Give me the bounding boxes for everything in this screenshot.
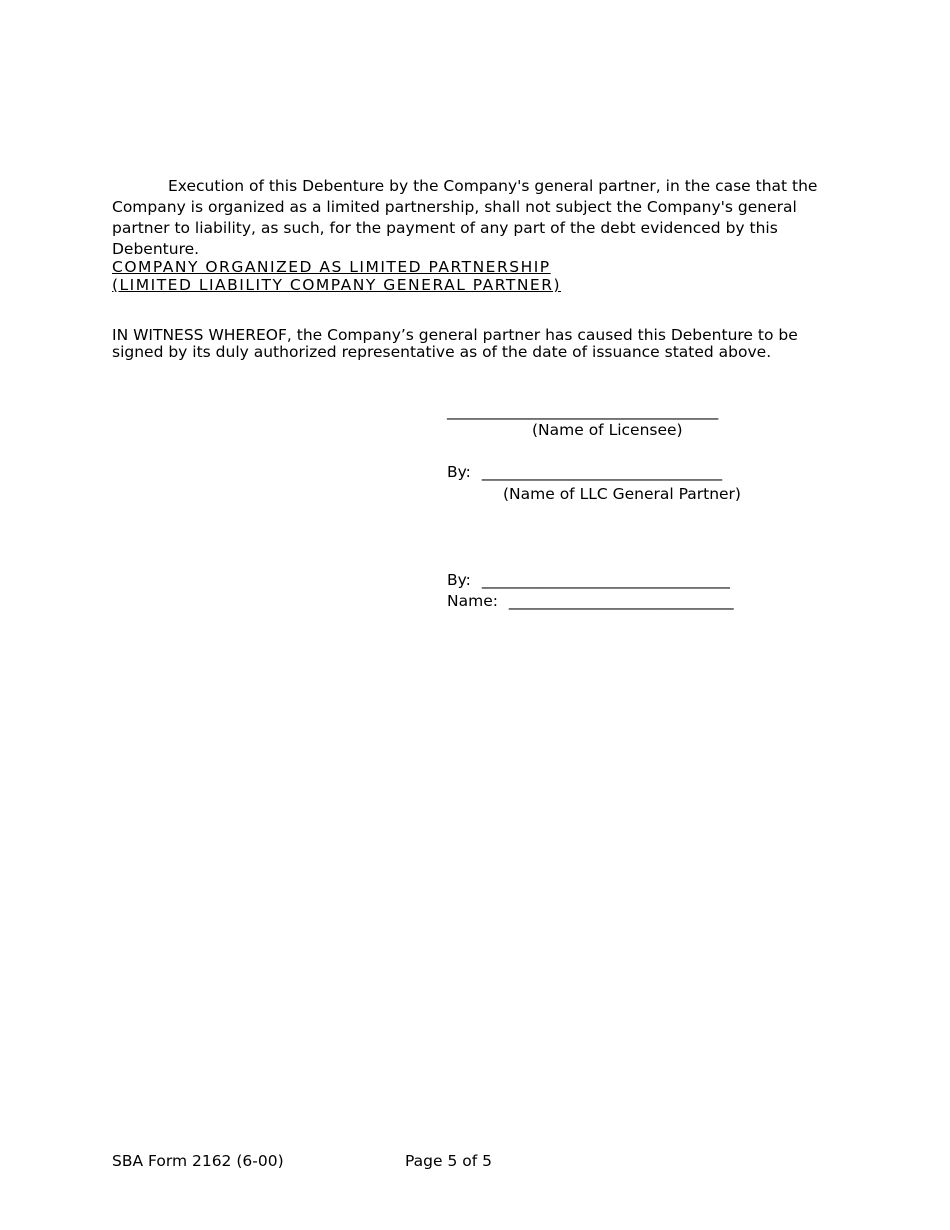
by-label: By:: [447, 571, 471, 589]
by-signature-line-1[interactable]: _______________________________: [481, 463, 723, 481]
witness-clause-line1: IN WITNESS WHEREOF, the Company’s general partner has caused this Debenture to be: [112, 326, 798, 344]
section-heading-line2: (LIMITED LIABILITY COMPANY GENERAL PARTNER): [112, 276, 562, 294]
name-label: Name:: [447, 592, 498, 610]
footer-form-id: SBA Form 2162 (6-00): [112, 1152, 284, 1170]
licensee-signature-line[interactable]: ___________________________________: [447, 402, 719, 420]
witness-clause-line2: signed by its duly authorized representative as of the date of issuance stated above.: [112, 343, 772, 361]
name-signature-row: [447, 592, 734, 610]
footer-page-number: Page 5 of 5: [405, 1152, 492, 1170]
by-signature-row-2: [447, 571, 730, 589]
section-heading-line1: COMPANY ORGANIZED AS LIMITED PARTNERSHIP: [112, 258, 551, 276]
by-label: By:: [447, 463, 471, 481]
licensee-name-label: (Name of Licensee): [532, 421, 683, 439]
name-signature-line[interactable]: _____________________________: [508, 592, 734, 610]
llc-general-partner-label: (Name of LLC General Partner): [503, 485, 741, 503]
execution-paragraph: Execution of this Debenture by the Company's general partner, in the case that the Company is organized as a limited partnership, shall not subject the Company's general partner to liability, as such, for the payment of any part of the debt evidenced by this Debenture.: [112, 177, 818, 258]
by-signature-line-2[interactable]: ________________________________: [481, 571, 730, 589]
by-signature-row-1: [447, 463, 722, 481]
